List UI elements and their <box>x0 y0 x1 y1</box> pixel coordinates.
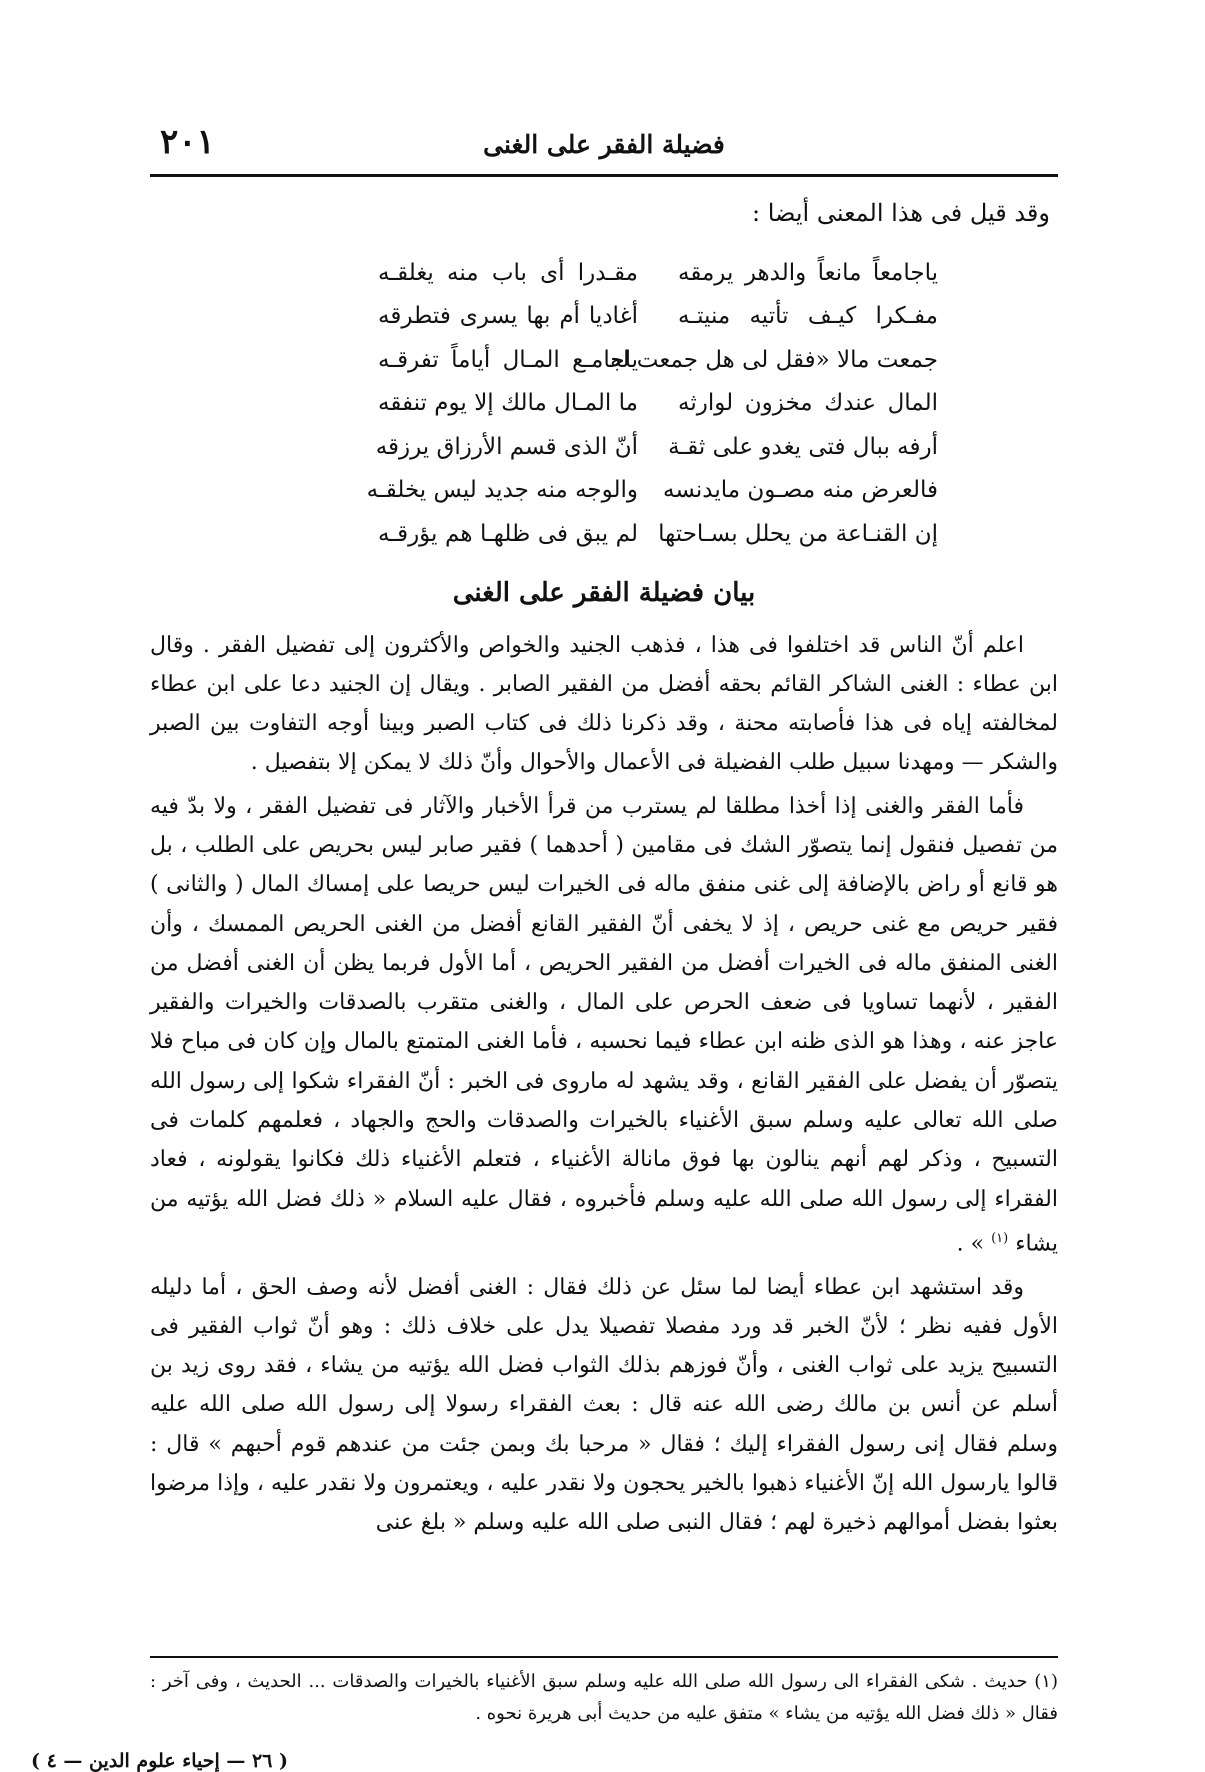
paragraph <box>150 626 1058 783</box>
verse-first-hemistich: جمعت مالا «فقل لى هل جمعت له <box>610 346 938 373</box>
paragraph-text: اعلم أنّ الناس قد اختلفوا فى هذا ، فذهب الجنيد والخواص والأكثرون إلى تفضيل الفقر . وقال ابن عطاء : الغنى الشاكر القائم بحقه أفضل من الفقير الصابر . ويقال إن الجنيد دعا على ابن عطاء لمخالفته إياه فى هذا فأصابته محنة ، وقد ذكرنا ذلك فى كتاب الصبر وبينا أوجه التفاوت بين الصبر والشكر — ومهدنا سبيل طلب الفضيلة فى الأعمال والأحوال وأنّ ذلك لا يمكن إلا بتفصيل . <box>150 632 1058 776</box>
paragraph <box>150 1268 1058 1543</box>
verse-first-hemistich: ياجامعاً مانعاً والدهر يرمقه <box>678 259 938 286</box>
paragraph-text: فأما الفقر والغنى إذا أخذا مطلقا لم يسترب من قرأ الأخبار والآثار فى تفضيل الفقر ، ولا بدّ فيه من تفصيل فنقول إنما يتصوّر الشك فى مقامين ( أحدهما ) فقير صابر ليس بحريص على الطلب ، بل هو قانع أو راض بالإضافة إلى غنى منفق ماله فى الخيرات ليس حريصا على إمساك المال ( والثانى ) فقير حريص مع غنى حريص ، إذ لا يخفى أنّ الفقير القانع أفضل من الغنى الحريص الممسك ، وأن الغنى المنفق ماله فى الخيرات أفضل من الفقير الحريص ، أما الأول فربما يظن أن الغنى أفضل من الفقير ، لأنهما تساويا فى ضعف الحرص على المال ، والغنى متقرب بالصدقات والخيرات والفقير عاجز عنه ، وهذا هو الذى ظنه ابن عطاء فيما نحسبه ، فأما الغنى المتمتع بالمال وإن كان فى مباح فلا يتصوّر أن يفضل على الفقير القانع ، وقد يشهد له ماروى فى الخبر : أنّ الفقراء شكوا إلى رسول الله صلى الله تعالى عليه وسلم سبق الأغنياء بالخيرات والصدقات والحج والجهاد ، فعلمهم كلمات فى التسبيح ، وذكر لهم أنهم ينالون بها فوق مانالة الأغنياء ، فتعلم الأغنياء ذلك فكانوا يقولونه ، فعاد الفقراء إلى رسول الله صلى الله عليه وسلم فأخبروه ، فقال عليه السلام « ذلك فضل الله يؤتيه من يشاء <box>150 793 1058 1257</box>
signature-line: ( ٢٦ — إحياء علوم الدين — ٤ ) <box>30 1750 288 1772</box>
poem <box>150 251 1058 556</box>
verse-second-hemistich: ما المـال مالك إلا يوم تنفقه <box>378 390 638 417</box>
verse-first-hemistich: المال عندك مخزون لوارثه <box>678 390 938 417</box>
poem-verse <box>150 512 1058 556</box>
poem-verse <box>150 338 1058 382</box>
footnote-text: (١) حديث . شكى الفقراء الى رسول الله صلى الله عليه وسلم سبق الأغنياء بالخيرات والصدقات ... الحديث ، وفى آخر : فقال « ذلك فضل الله يؤتيه من يشاء » متفق عليه من حديث أبى هريرة نحوه . <box>150 1671 1058 1724</box>
verse-second-hemistich: أنّ الذى قسم الأرزاق يرزقه <box>375 433 638 460</box>
page-header <box>150 118 1058 177</box>
poem-intro: وقد قيل فى هذا المعنى أيضا : <box>752 199 1050 227</box>
body-text <box>150 626 1058 1543</box>
verse-second-hemistich: أغاديا أم بها يسرى فتطرقه <box>378 303 638 330</box>
paragraph <box>150 787 1058 1264</box>
section-title: بيان فضيلة الفقر على الغنى <box>452 577 756 608</box>
verse-second-hemistich: ياجامـع المـال أياماً تفرقـه <box>378 346 638 373</box>
verse-first-hemistich: إن القنـاعة من يحلل بسـاحتها <box>658 520 938 547</box>
poem-verse <box>150 382 1058 426</box>
footnote-divider <box>150 1656 1058 1658</box>
verse-first-hemistich: أرفه ببال فتى يغدو على ثقـة <box>668 433 938 460</box>
book-page <box>30 118 1058 1772</box>
verse-first-hemistich: مفـكرا كيـف تأتيه منيتـه <box>678 303 938 330</box>
verse-second-hemistich: والوجه منه جديد ليس يخلقـه <box>366 477 638 504</box>
running-title: فضيلة الفقر على الغنى <box>483 130 725 159</box>
verse-first-hemistich: فالعرض منه مصـون مايدنسه <box>663 477 938 504</box>
poem-verse <box>150 425 1058 469</box>
footnote <box>150 1666 1058 1730</box>
quote-close: » . <box>956 1231 985 1257</box>
footnote-reference: (١) <box>991 1230 1009 1246</box>
poem-verse <box>150 469 1058 513</box>
paragraph-text: وقد استشهد ابن عطاء أيضا لما سئل عن ذلك فقال : الغنى أفضل لأنه وصف الحق ، أما دليله الأول ففيه نظر ؛ لأنّ الخبر قد ورد مفصلا تفصيلا يدل على خلاف ذلك : وهو أنّ ثواب الفقير فى التسبيح يزيد على ثواب الغنى ، وأنّ فوزهم بذلك الثواب فضل الله يؤتيه من يشاء ، فقد روى زيد بن أسلم عن أنس بن مالك رضى الله عنه قال : بعث الفقراء رسولا إلى رسول الله صلى الله عليه وسلم فقال إنى رسول الفقراء إليك ؛ فقال « مرحبا بك وبمن جئت من عندهم قوم أحبهم » قال : قالوا يارسول الله إنّ الأغنياء ذهبوا بالخير يحجون ولا نقدر عليه ، ويعتمرون ولا نقدر عليه ، وإذا مرضوا بعثوا بفضل أموالهم ذخيرة لهم ؛ فقال النبى صلى الله عليه وسلم « بلغ عنى <box>150 1274 1058 1536</box>
verse-second-hemistich: مقـدرا أى باب منه يغلقـه <box>378 259 638 286</box>
poem-verse <box>150 295 1058 339</box>
page-number: ٢٠١ <box>160 122 215 162</box>
poem-verse <box>150 251 1058 295</box>
verse-second-hemistich: لم يبق فى ظلهـا هم يؤرقـه <box>378 520 638 547</box>
